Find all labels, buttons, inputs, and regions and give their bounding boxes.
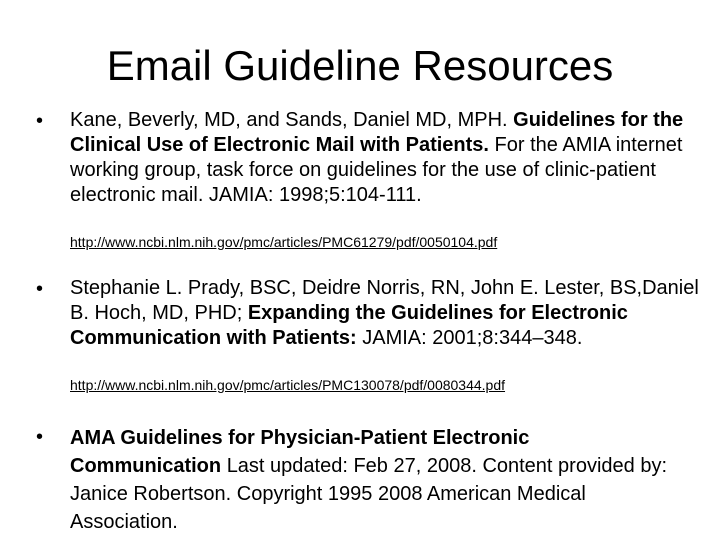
reference-item-1 — [70, 108, 710, 208]
bullet-marker: • — [36, 426, 44, 448]
reference-details: For the AMIA internet working group, task force on guidelines for the use of clinic-patient electronic mail. JAMIA: 1998;5:104-111. — [70, 134, 683, 206]
reference-authors: Kane, Beverly, MD, and Sands, Daniel MD, MPH. — [70, 109, 508, 131]
reference-details: JAMIA: 2001;8:344–348. — [362, 327, 583, 349]
slide-title: Email Guideline Resources — [106, 42, 614, 89]
bullet-marker: • — [36, 278, 44, 300]
bullet-marker: • — [36, 110, 44, 132]
reference-authors: Stephanie L. Prady, BSC, Deidre Norris, RN, John E. Lester, BS,Daniel B. Hoch, MD, PHD; — [70, 277, 699, 324]
reference-title: AMA Guidelines for Physician-Patient Electronic Communication — [70, 427, 530, 477]
reference-title: Expanding the Guidelines for Electronic Communication with Patients: — [70, 302, 628, 349]
reference-item-3 — [70, 424, 670, 536]
reference-link-1[interactable]: http://www.ncbi.nlm.nih.gov/pmc/articles/PMC61279/pdf/0050104.pdf — [70, 234, 498, 250]
reference-title: Guidelines for the Clinical Use of Electronic Mail with Patients. — [70, 109, 684, 156]
reference-item-2 — [70, 276, 710, 351]
reference-link-2[interactable]: http://www.ncbi.nlm.nih.gov/pmc/articles/PMC130078/pdf/0080344.pdf — [70, 377, 506, 393]
reference-details: Last updated: Feb 27, 2008. Content provided by: Janice Robertson. Copyright 1995 2008 American Medical Association. — [70, 455, 667, 533]
